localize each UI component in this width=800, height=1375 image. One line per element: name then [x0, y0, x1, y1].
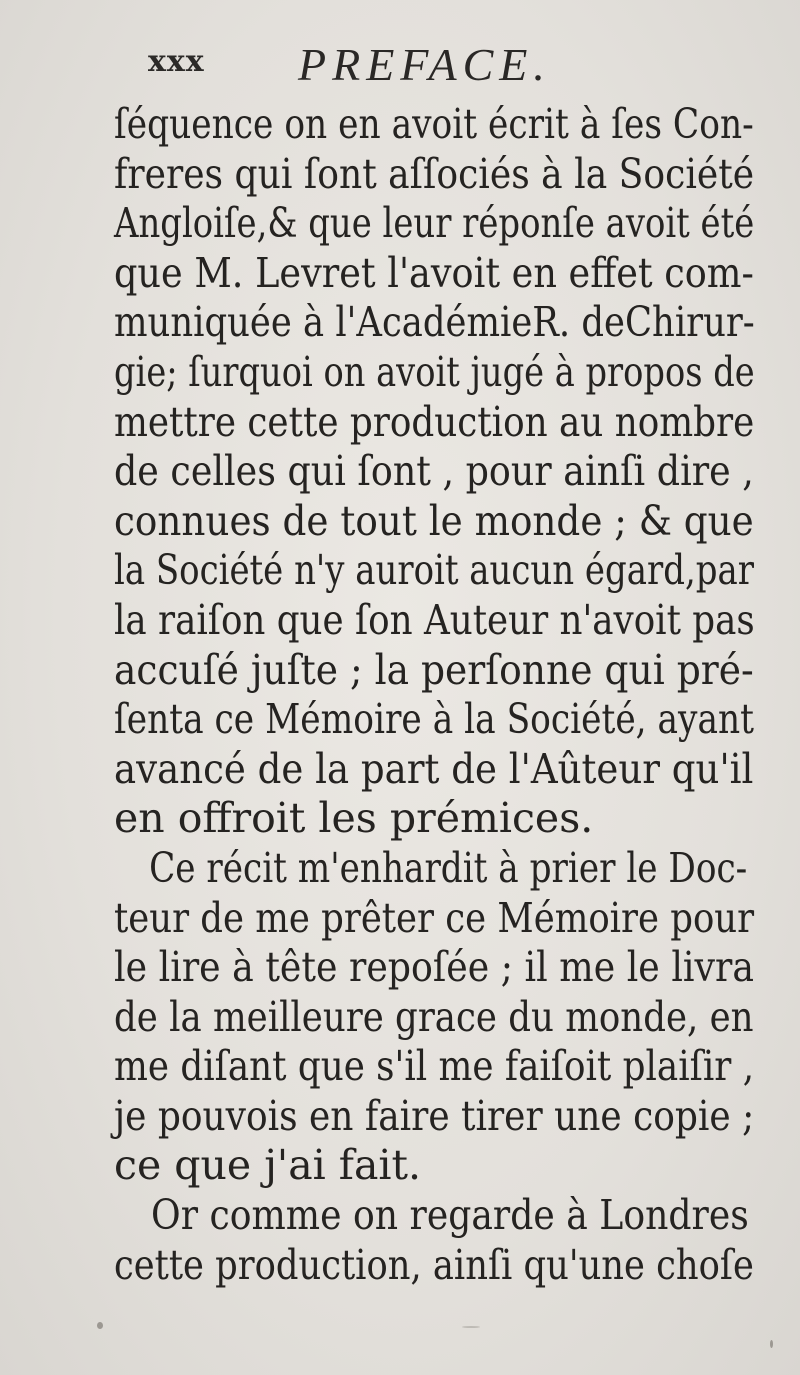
text-line: que M. Levret l'avoit en effet com-: [114, 248, 754, 297]
body-text: [114, 100, 754, 1290]
text-line: ce que j'ai fait.: [114, 1141, 422, 1190]
text-line: cette production, ainſi qu'une choſe: [114, 1240, 754, 1289]
text-line: gie; ſurquoi on avoit jugé à propos de: [114, 347, 755, 396]
text-line: muniquée à l'AcadémieR. deChirur-: [114, 298, 755, 347]
paragraph-start-line: Or comme on regarde à Londres: [151, 1191, 749, 1240]
text-line: teur de me prêter ce Mémoire pour: [114, 893, 755, 942]
text-line: la Société n'y auroit aucun égard,par: [114, 546, 754, 595]
text-line: de la meilleure grace du monde, en: [114, 992, 754, 1041]
text-line: Angloiſe,& que leur réponſe avoit été: [114, 199, 755, 248]
paper-speck: [770, 1340, 773, 1348]
text-line: freres qui ſont aſſociés à la Société: [114, 149, 755, 198]
text-line: connues de tout le monde ; & que: [114, 496, 754, 545]
text-line: mettre cette production au nombre: [114, 397, 755, 446]
text-line: le lire à tête repoſée ; il me le livra: [114, 943, 755, 992]
text-line: je pouvois en faire tirer une copie ;: [114, 1091, 755, 1140]
text-line: avancé de la part de l'Aûteur qu'il: [114, 744, 754, 793]
page-number: xxx: [148, 44, 205, 79]
paper-speck: [462, 1326, 480, 1328]
text-line: me diſant que s'il me faiſoit plaiſir ,: [114, 1042, 755, 1091]
text-line: ſenta ce Mémoire à la Société, ayant: [114, 695, 754, 744]
running-title: PREFACE.: [298, 39, 551, 90]
paper-speck: [97, 1322, 103, 1329]
text-line: la raiſon que ſon Auteur n'avoit pas: [114, 595, 755, 644]
text-line: accuſé juſte ; la perſonne qui pré-: [114, 645, 754, 694]
text-line: ſéquence on en avoit écrit à ſes Con-: [114, 100, 754, 148]
page-header: [148, 38, 768, 98]
text-line: de celles qui ſont , pour ainſi dire ,: [114, 447, 754, 496]
text-line: en offroit les prémices.: [114, 794, 594, 843]
paragraph-start-line: Ce récit m'enhardit à prier le Doc-: [149, 843, 748, 892]
